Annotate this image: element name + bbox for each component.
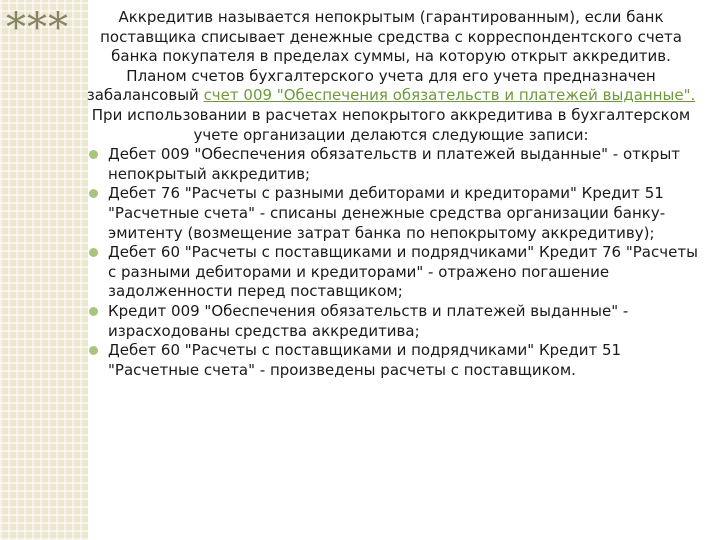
bullet-icon xyxy=(89,189,98,198)
list-item xyxy=(84,302,698,341)
list-item-text: Кредит 009 "Обеспечения обязательств и платежей выданные" - израсходованы средства аккредитива; xyxy=(108,301,629,340)
paragraph-account-text: Планом счетов бухгалтерского учета для его учета предназначен забалансовый xyxy=(86,66,656,105)
asterisks-ornament: *** xyxy=(6,5,69,51)
list-item xyxy=(84,341,698,380)
list-item xyxy=(84,184,698,243)
decorative-side-strip xyxy=(0,0,88,540)
list-item xyxy=(84,243,698,302)
bullet-icon xyxy=(89,346,98,355)
list-item-text: Дебет 60 "Расчеты с поставщиками и подрядчиками" Кредит 51 "Расчетные счета" - произведены расчеты с поставщиком. xyxy=(108,341,622,379)
paragraph-definition: Аккредитив называется непокрытым (гарантированным), если банк поставщика списывает денежные средства с корреспондентского счета банка покупателя в пределах суммы, на которую открыт аккредитив. xyxy=(100,8,682,66)
bullet-icon xyxy=(89,307,98,316)
bullet-icon xyxy=(89,150,98,159)
entries-list xyxy=(84,145,698,380)
account-009-link[interactable]: счет 009 "Обеспечения обязательств и платежей выданные". xyxy=(203,86,696,105)
bullet-icon xyxy=(89,248,98,257)
list-item-text: Дебет 60 "Расчеты с поставщиками и подрядчиками" Кредит 76 "Расчеты с разными дебиторами и кредиторами" - отражено погашение задолженности перед поставщиком; xyxy=(108,243,698,301)
list-item-text: Дебет 76 "Расчеты с разными дебиторами и кредиторами" Кредит 51 "Расчетные счета" - списаны денежные средства организации банку-эмитенту (возмещение затрат банка по непокрытому аккредитиву); xyxy=(108,184,666,242)
paragraph-account xyxy=(84,67,698,106)
slide-content xyxy=(84,8,698,380)
list-item xyxy=(84,145,698,184)
list-item-text: Дебет 009 "Обеспечения обязательств и платежей выданные" - открыт непокрытый аккредитив; xyxy=(108,145,681,183)
paragraph-entries-intro: При использовании в расчетах непокрытого аккредитива в бухгалтерском учете организации делаются следующие записи: xyxy=(91,105,691,144)
